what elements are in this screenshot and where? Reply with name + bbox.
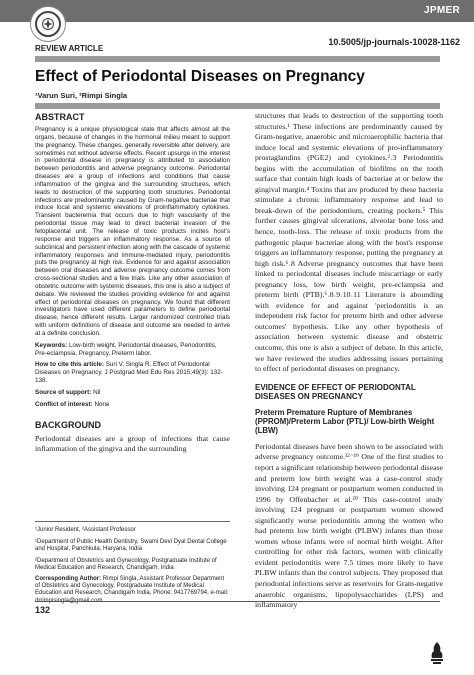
intro-paragraph: structures that leads to destruction of the supporting tooth structures.¹ These infections are predominantly caused by Gram-negative, anaerobic and microaerophilic bacteria that induce local and systemic elevations of pro-inflammatory prostaglandins (PGE2) and cytokines.²˒3 Periodontitis begins with the accumulation of biofilms on the tooth surface that contain high loads of bacteriae at or below the gingival margin.⁴ Toxins that are produced by these bacteria stimulate a chronic inflammatory response and lead to break-down of the periodontium, creating pockets.⁵ This further causes gingival ulcerations, alveolar bone loss and hence, tooth-loss. The release of toxic products from the pathogenic plaque bacteriae along with the host's response triggers an inflammatory response, putting the pregnancy at high risk.⁶˒8 Adverse pregnancy outcomes that have been linked to periodontal diseases include miscarriage or early pregnancy loss, low birth weight, pre-eclampsia and preterm birth (PTB).⁶˒8˒9˒10˒11 Literature is abounding with evidence for and against 'periodontitis is an independent risk factor for preterm birth and other adverse outcomes' hypothesis. Like any other hypothesis of association between systemic disease and obstetric outcome, this one is also a subject of debate. In this article, we have reviewed the studies addressing issues pertaining to effect of periodontal diseases on pregnancy. [255,111,443,374]
affiliation-2: ²Department of Obstetrics and Gynecology, Postgraduate Institute of Medical Education and Research, Chandigarh, India [35,557,217,571]
keywords [35,342,230,358]
left-column [35,112,230,455]
citation-label: How to cite this article: [35,361,104,369]
source-of-support [35,389,230,397]
pprom-paragraph: Periodontal diseases have been shown to be associated with adverse pregnancy outcome.¹²⁻¹⁹ One of the first studies to report a significant relationship between periodontal disease and preterm low birth weight was a case-control study involving 124 pregnant or postpartum women conducted in 1996 by Offenbacher et al.²⁰ This case-control study involving 124 pregnant or postpartum women showed significantly worse periodontitis among the women who had preterm low birth weight (PLBW) infants than those women whose infants were of normal birth weight. After controlling for other risk factors, women with clinically evident periodontitis were 7.5 times more likely to have PLBW infants than the control subjects. They proposed that periodontal infections serve as reservoirs for Gram-negative anaerobic organisms, lipopolysaccharides (LPS) and inflammatory [255,441,443,610]
pprom-subheading: Preterm Premature Rupture of Membranes (PPROM)/Preterm Labor (PTL)/ Low-birth Weight (LBW) [255,407,435,436]
corresponding-label: Corresponding Author: [35,576,102,583]
author-roles: ¹Junior Resident, ²Assistant Professor [35,527,136,533]
keywords-value: Low-birth weight, Periodontal diseases, Periodontitis, Pre-eclampsia, Pregnancy, Preterm labor. [35,341,217,357]
corresponding-details: Rimpi Singla, Assistant Professor Department of Obstetrics and Gynecology, Postgraduate Institute of Medical Education and Research, Chandigarh India, Phone: 9417769794, e-mail: drrimpisingla@gmail.com [35,576,229,604]
keywords-label: Keywords: [35,341,68,349]
background-heading: BACKGROUND [35,419,101,430]
abstract-heading: ABSTRACT [35,112,85,122]
conflict-value: None [94,400,110,408]
affiliation-1: ¹Department of Public Health Dentistry, Swami Devi Dyal Dental College and Hospital, Panchkula, Haryana, India [35,539,227,553]
journal-name: JPMER [424,5,460,16]
authors-divider [35,103,440,109]
evidence-heading: EVIDENCE OF EFFECT OF PERIODONTAL DISEASES ON PREGNANCY [255,382,416,402]
footer-divider [35,601,440,602]
citation-value: Suri V, Singla R. Effect of Periodontal Diseases on Pregnancy. J Postgrad Med Edu Res 2015;49(3): 132-138. [35,361,223,385]
conflict-of-interest [35,401,230,409]
journal-seal-icon [30,6,66,42]
right-column [255,111,443,611]
article-title: Effect of Periodontal Diseases on Pregnancy [35,68,365,85]
conflict-label: Conflict of interest: [35,400,93,408]
page-number: 132 [35,605,51,615]
doi: 10.5005/jp-journals-10028-1162 [328,37,460,47]
support-label: Source of support: [35,389,92,396]
publisher-mark-icon [429,641,445,665]
abstract-text: Pregnancy is a unique physiological state that affects almost all the organs, because of changes in the hormonal milieu meant to support the pregnancy. These changes, generally reversible after delivery, are sometimes not without adverse effects. Recent upsurge in the interest in periodontal disease in pregnancy is attributed to association between periodontitis and adverse pregnancy outcome. Periodontal diseases are a group of infections and conditions that cause inflammation of the gingiva and the surrounding structures, which leads to destruction of the supporting tooth structures. Periodontal infections are predominantly caused by Gram-negative bacteriae that induce local and systemic elevations of proinflammatory cytokines. Transient bacteremia that occurs due to high vascularity of the periodontal tissue may lead to direct bacterial invasion of the fetoplacental unit. The release of toxic products incites host's response and triggers an inflammatory response. As a source of subclinical and persistent infection along with the cascade of systemic inflammatory responses and immune-mediated injury, periodontitis puts the pregnancy at high risk. Evidence for and against association between oral diseases and adverse pregnancy outcome comes from cross-sectional studies and a few trials. Like any other association of obstetric outcome with systemic diseases, this one is also a subject of debate. We reviewed the studies providing evidence for and against effect of periodontal diseases on pregnancy. We found that different investigators have used different parameters to define periodontal disease, hence different results. Larger randomized controlled trials with uniform definitions of disease and outcome are needed to arrive at a definite conclusion. [35,126,230,337]
title-divider [35,56,440,62]
affiliations [35,521,230,609]
citation [35,361,230,385]
support-value: Nil [93,389,101,396]
background-text: Periodontal diseases are a group of infections that cause inflammation of the gingiva and the surrounding [35,433,230,454]
author-list: ¹Varun Suri, ²Rimpi Singla [35,91,128,100]
article-type: REVIEW ARTICLE [35,44,104,53]
header-bar [0,0,474,22]
